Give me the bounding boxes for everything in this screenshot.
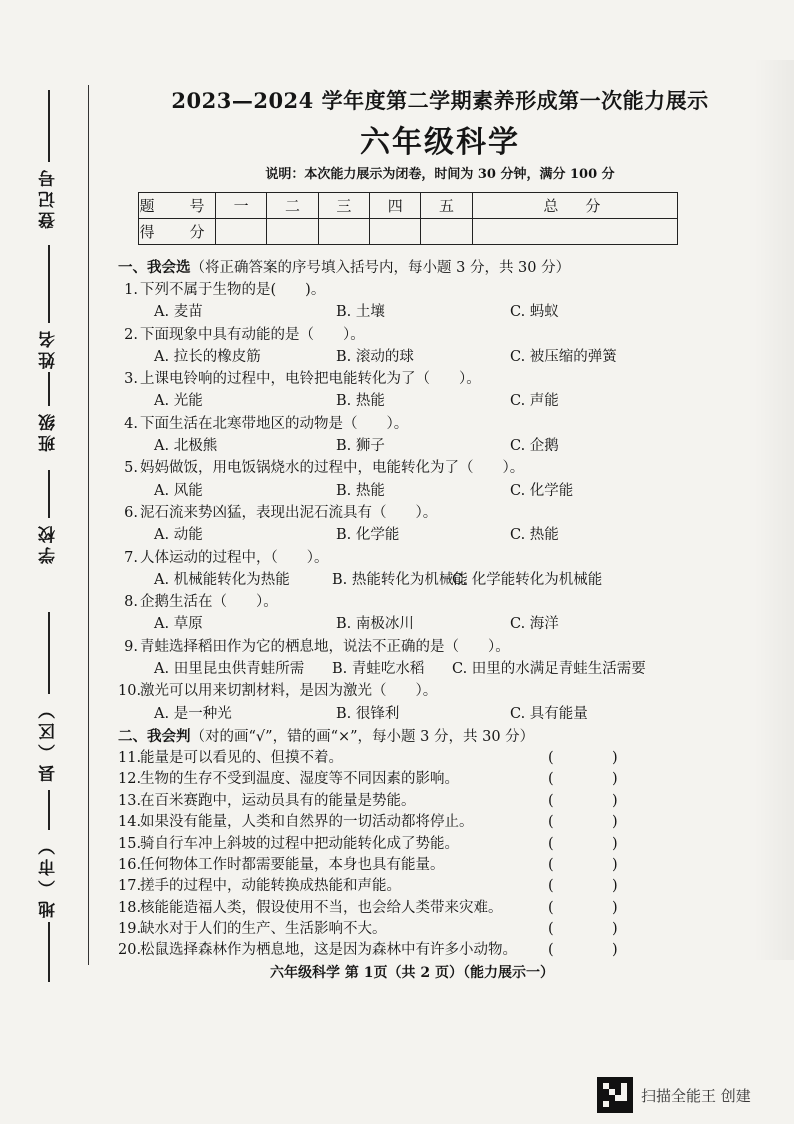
score-input-cell[interactable] (318, 219, 369, 245)
score-cell: 总 分 (472, 193, 677, 219)
question-text: 缺水对于人们的生产、生活影响不大。 (140, 921, 387, 938)
question-number: 15. (118, 835, 142, 852)
option-a[interactable]: A. 田里昆虫供青蛙所需 (154, 661, 305, 678)
question-number: 5. (124, 460, 138, 477)
question-stem (118, 279, 678, 301)
answer-blank[interactable] (548, 876, 618, 897)
judgement-item (118, 919, 678, 940)
question-stem (118, 636, 678, 658)
option-a[interactable]: A. 是一种光 (154, 705, 232, 722)
paren-close: ) (612, 792, 618, 809)
question-text: 人体运动的过程中，（ ）。 (140, 549, 329, 566)
option-c[interactable]: C. 具有能量 (510, 705, 588, 722)
answer-blank[interactable] (548, 919, 618, 940)
question-number: 18. (118, 899, 142, 916)
option-b[interactable]: B. 南极冰川 (336, 616, 414, 633)
paren-close: ) (612, 921, 618, 938)
paren-open: ( (548, 814, 554, 831)
binding-rule (88, 85, 89, 965)
question-number: 6. (124, 504, 138, 521)
paren-close: ) (612, 942, 618, 959)
question-number: 16. (118, 856, 142, 873)
question-stem (118, 413, 678, 435)
score-cell: 题 号 (139, 193, 216, 219)
question-options (118, 524, 678, 546)
question-text: 下列不属于生物的是( )。 (140, 282, 326, 298)
question-text: 能量是可以看见的、但摸不着。 (140, 749, 343, 766)
question-text: 上课电铃响的过程中，电铃把电能转化为了（ ）。 (140, 371, 481, 388)
option-b[interactable]: B. 狮子 (336, 438, 385, 455)
option-b[interactable]: B. 热能转化为机械能 (332, 571, 468, 588)
question-options (118, 569, 678, 591)
answer-blank[interactable] (548, 855, 618, 876)
question-number: 11. (118, 749, 142, 766)
paren-open: ( (548, 921, 554, 938)
score-cell: 二 (267, 193, 318, 219)
question-options (118, 346, 678, 368)
option-a[interactable]: A. 风能 (154, 482, 203, 499)
question-number: 19. (118, 921, 142, 938)
judgement-item (118, 812, 678, 833)
field-name (24, 245, 74, 373)
option-a[interactable]: A. 麦苗 (154, 304, 203, 321)
paren-close: ) (612, 856, 618, 873)
question-stem (118, 547, 678, 569)
paren-close: ) (612, 749, 618, 766)
option-b[interactable]: B. 热能 (336, 482, 385, 499)
field-class (24, 372, 74, 456)
question-number: 4. (124, 415, 138, 432)
field-school (24, 470, 74, 568)
section-heading (118, 726, 678, 748)
option-c[interactable]: C. 海洋 (510, 616, 559, 633)
question-number: 3. (124, 371, 138, 388)
judgement-item (118, 748, 678, 769)
scanner-text: 扫描全能王 创建 (641, 1086, 751, 1105)
paren-open: ( (548, 942, 554, 959)
score-cell: 一 (216, 193, 267, 219)
field-label: 登记号 (38, 166, 59, 229)
judgement-item (118, 940, 678, 961)
score-input-cell[interactable] (421, 219, 472, 245)
question-number: 2. (124, 326, 138, 343)
paren-open: ( (548, 771, 554, 788)
score-header-row (139, 193, 678, 219)
question-text: 下面生活在北寒带地区的动物是（ ）。 (140, 415, 409, 432)
scanner-watermark (597, 1075, 751, 1115)
bleed-through-shade (754, 60, 794, 960)
question-options (118, 301, 678, 323)
paren-close: ) (612, 771, 618, 788)
paren-close: ) (612, 835, 618, 852)
option-b[interactable]: B. 土壤 (336, 304, 385, 321)
option-c[interactable]: C. 田里的水满足青蛙生活需要 (452, 661, 646, 678)
question-text: 下面现象中具有动能的是（ ）。 (140, 326, 365, 343)
option-b[interactable]: B. 滚动的球 (336, 348, 414, 365)
question-text: 骑自行车冲上斜坡的过程中把动能转化成了势能。 (140, 835, 459, 852)
answer-blank[interactable] (548, 898, 618, 919)
score-cell: 五 (421, 193, 472, 219)
question-stem (118, 591, 678, 613)
judgement-item (118, 898, 678, 919)
option-b[interactable]: B. 化学能 (336, 527, 400, 544)
question-number: 10. (118, 683, 142, 700)
question-text: 妈妈做饭，用电饭锅烧水的过程中，电能转化为了（ ）。 (140, 460, 525, 477)
paren-open: ( (548, 749, 554, 766)
question-options (118, 480, 678, 502)
paren-close: ) (612, 899, 618, 916)
question-stem (118, 324, 678, 346)
field-label: 姓名 (38, 327, 59, 369)
question-options (118, 390, 678, 412)
field-registration-number (24, 90, 74, 233)
score-input-cell[interactable] (472, 219, 677, 245)
option-a[interactable]: A. 光能 (154, 393, 203, 410)
question-stem (118, 457, 678, 479)
field-city (24, 790, 74, 982)
question-text: 核能能造福人类，假设使用不当，也会给人类带来灾难。 (140, 899, 503, 916)
score-cell: 三 (318, 193, 369, 219)
question-text: 激光可以用来切割材料，是因为激光（ ）。 (140, 683, 438, 700)
question-stem (118, 368, 678, 390)
binding-strip (0, 0, 82, 1124)
answer-blank[interactable] (548, 812, 618, 833)
question-options (118, 703, 678, 725)
question-options (118, 435, 678, 457)
answer-blank[interactable] (548, 940, 618, 961)
option-c[interactable]: C. 化学能转化为机械能 (452, 571, 603, 588)
question-number: 1. (124, 282, 138, 298)
question-number: 13. (118, 792, 142, 809)
question-number: 20. (118, 942, 142, 959)
judgement-item (118, 791, 678, 812)
judgement-item (118, 876, 678, 897)
qr-code-icon (597, 1077, 633, 1113)
score-input-cell[interactable] (267, 219, 318, 245)
question-text: 如果没有能量，人类和自然界的一切活动都将停止。 (140, 814, 474, 831)
answer-blank[interactable] (548, 769, 618, 790)
score-input-cell[interactable] (370, 219, 421, 245)
option-b[interactable]: B. 热能 (336, 393, 385, 410)
section-subtitle: （对的画“√”，错的画“×”，每小题 3 分，共 30 分） (190, 728, 535, 745)
page-footer: 六年级科学 第 1页（共 2 页）（能力展示一） (270, 965, 554, 981)
judgement-item (118, 769, 678, 790)
section-heading (118, 257, 678, 279)
option-a[interactable]: A. 北极熊 (154, 438, 218, 455)
true-false-list (118, 748, 678, 962)
field-label: 地（市） (38, 834, 59, 918)
option-a[interactable]: A. 动能 (154, 527, 203, 544)
question-text: 泥石流来势凶猛，表现出泥石流具有（ ）。 (140, 504, 438, 521)
score-value-row (139, 219, 678, 245)
section-title: 二、我会判 (118, 727, 191, 745)
exam-subject: 六年级科学 (360, 125, 520, 160)
question-options (118, 658, 678, 680)
option-c[interactable]: C. 蚂蚁 (510, 304, 559, 321)
paren-open: ( (548, 835, 554, 852)
question-options (118, 613, 678, 635)
judgement-item (118, 834, 678, 855)
option-c[interactable]: C. 化学能 (510, 482, 574, 499)
exam-title: 2023—2024 学年度第二学期素养形成第一次能力展示 (171, 88, 709, 113)
score-input-cell[interactable] (216, 219, 267, 245)
question-text: 企鹅生活在（ ）。 (140, 594, 278, 611)
field-label: 县（区） (38, 698, 59, 782)
answer-blank[interactable] (548, 834, 618, 855)
question-number: 14. (118, 814, 142, 831)
judgement-item (118, 855, 678, 876)
paren-close: ) (612, 814, 618, 831)
score-cell: 四 (370, 193, 421, 219)
exam-note: 说明：本次能力展示为闭卷，时间为 30 分钟，满分 100 分 (265, 167, 615, 182)
score-cell: 得 分 (139, 219, 216, 245)
question-number: 12. (118, 771, 142, 788)
answer-blank[interactable] (548, 791, 618, 812)
question-number: 17. (118, 878, 142, 895)
question-text: 搓手的过程中，动能转换成热能和声能。 (140, 878, 401, 895)
option-a[interactable]: A. 草原 (154, 616, 203, 633)
option-a[interactable]: A. 机械能转化为热能 (154, 571, 290, 588)
section-title: 一、我会选 (118, 259, 191, 276)
exam-body (118, 257, 678, 962)
score-table (138, 192, 678, 245)
paren-open: ( (548, 792, 554, 809)
field-label: 班级 (38, 410, 59, 452)
multiple-choice-list (118, 279, 678, 725)
question-number: 7. (124, 549, 138, 566)
paren-close: ) (612, 878, 618, 895)
question-stem (118, 680, 678, 702)
question-text: 松鼠选择森林作为栖息地，这是因为森林中有许多小动物。 (140, 942, 517, 959)
option-c[interactable]: C. 热能 (510, 527, 559, 544)
question-number: 8. (124, 594, 138, 611)
paren-open: ( (548, 856, 554, 873)
field-county (24, 612, 74, 786)
question-number: 9. (124, 638, 138, 655)
option-b[interactable]: B. 青蛙吃水稻 (332, 661, 425, 678)
question-text: 青蛙选择稻田作为它的栖息地，说法不正确的是（ ）。 (140, 638, 510, 655)
option-c[interactable]: C. 企鹅 (510, 438, 559, 455)
answer-blank[interactable] (548, 748, 618, 769)
option-c[interactable]: C. 声能 (510, 393, 559, 410)
option-b[interactable]: B. 很锋利 (336, 705, 400, 722)
question-text: 在百米赛跑中，运动员具有的能量是势能。 (140, 792, 416, 809)
question-text: 任何物体工作时都需要能量，本身也具有能量。 (140, 856, 445, 873)
question-stem (118, 502, 678, 524)
paren-open: ( (548, 899, 554, 916)
section-subtitle: （将正确答案的序号填入括号内，每小题 3 分，共 30 分） (190, 260, 571, 276)
option-a[interactable]: A. 拉长的橡皮筋 (154, 348, 261, 365)
option-c[interactable]: C. 被压缩的弹簧 (510, 348, 617, 365)
field-label: 学校 (38, 522, 59, 564)
paren-open: ( (548, 878, 554, 895)
question-text: 生物的生存不受到温度、湿度等不同因素的影响。 (140, 771, 459, 788)
